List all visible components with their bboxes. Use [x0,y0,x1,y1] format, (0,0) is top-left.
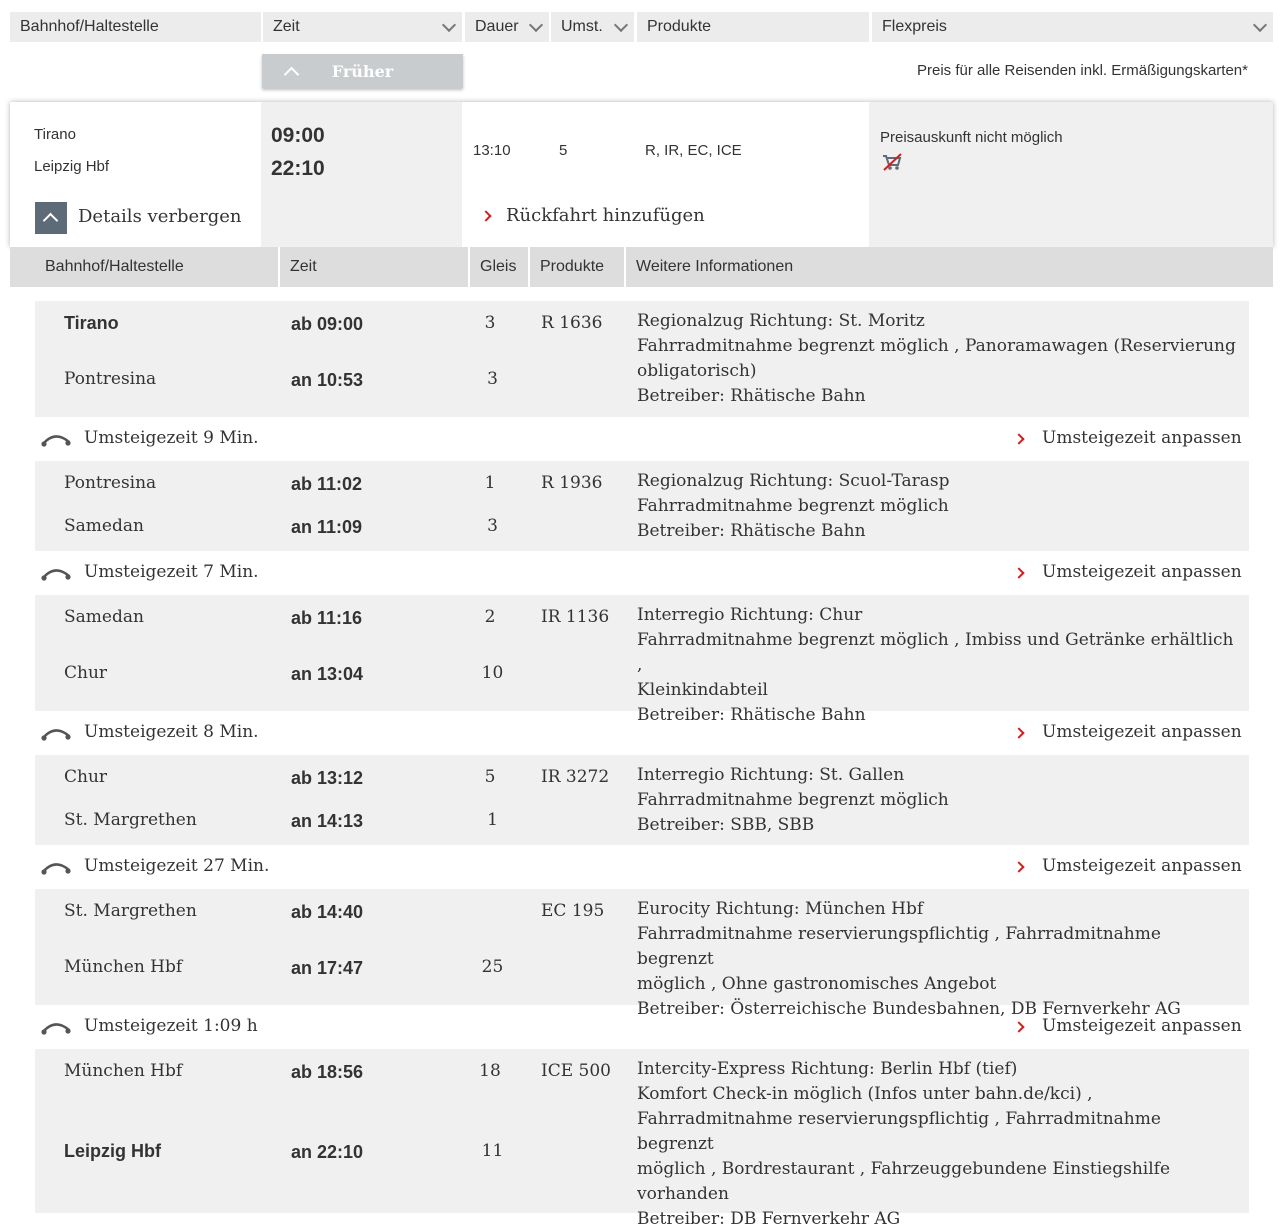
connection-summary[interactable] [10,102,1273,247]
transfer-walk-icon [40,861,72,875]
leg-arrival-time: an 13:04 [291,664,364,684]
summary-price-column [869,102,1273,247]
leg-info-line: vorhanden [637,1184,729,1204]
summary-duration: 13:10 [473,142,511,159]
leg-departure-time: ab 09:00 [291,314,364,334]
leg-product: R 1936 [541,473,603,493]
chevron-up-icon [284,67,300,83]
header-col-price[interactable] [872,12,1273,42]
leg-departure-time: ab 11:02 [291,474,363,494]
header-col-station [10,12,261,42]
leg-info-line: Betreiber: SBB, SBB [637,815,815,835]
leg-arrival-station: München Hbf [64,957,183,977]
earlier-button-label: Früher [331,61,394,81]
leg-info [637,309,1237,409]
leg-product: IR 3272 [541,767,610,787]
detail-table-header [10,247,1273,287]
earlier-button[interactable] [262,54,463,88]
th-info: Weitere Informationen [624,247,1273,287]
leg-departure-station: München Hbf [64,1061,183,1081]
chevron-right-icon [480,210,491,221]
adjust-transfer-link[interactable]: Umsteigezeit anpassen [1042,856,1242,876]
leg-departure-time: ab 11:16 [291,608,363,628]
header-changes-label: Umst. [561,18,603,35]
leg-info-line: Kleinkindabteil [637,680,768,700]
header-products-label: Produkte [647,18,712,35]
header-col-duration[interactable] [465,12,549,42]
th-station: Bahnhof/Haltestelle [45,258,184,275]
details-toggle-label[interactable]: Details verbergen [78,206,242,227]
adjust-transfer-link[interactable]: Umsteigezeit anpassen [1042,1016,1242,1036]
leg-arrival-time: an 10:53 [291,370,364,390]
leg-info-line: Interregio Richtung: Chur [637,605,863,625]
leg-info-line: Betreiber: Österreichische Bundesbahnen, DB Fernverkehr AG [637,999,1181,1019]
leg-info-line: Fahrradmitnahme begrenzt möglich [637,496,949,516]
leg-departure-station: Pontresina [64,473,157,493]
header-duration-label: Dauer [475,18,519,35]
price-note: Preis für alle Reisenden inkl. Ermäßigungskarten* [917,62,1248,79]
transfer-time: Umsteigezeit 9 Min. [84,428,259,448]
leg-info [637,603,1237,728]
add-return-link[interactable]: Rückfahrt hinzufügen [506,205,705,226]
leg-arrival-time: an 11:09 [291,517,363,537]
adjust-transfer-link[interactable]: Umsteigezeit anpassen [1042,428,1242,448]
leg-info-line: Regionalzug Richtung: Scuol-Tarasp [637,471,950,491]
leg-info-line: möglich , Bordrestaurant , Fahrzeuggebundene Einstiegshilfe [637,1159,1171,1179]
leg-product: EC 195 [541,901,605,921]
leg-arrival-station: Chur [64,663,108,683]
leg-info-line: Fahrradmitnahme reservierungspflichtig , Fahrradmitnahme begrenzt [637,924,1161,969]
leg-info [637,897,1237,1022]
header-time-label: Zeit [273,18,300,35]
leg-info-line: obligatorisch) [637,361,757,381]
chevron-up-icon [43,213,59,229]
leg-info-line: Komfort Check-in möglich (Infos unter bahn.de/kci) , [637,1084,1093,1104]
th-products: Produkte [528,247,624,287]
cart-unavailable-icon [881,152,903,172]
leg-arrival-platform: 10 [481,663,504,683]
leg-info-line: Fahrradmitnahme reservierungspflichtig , Fahrradmitnahme begrenzt [637,1109,1161,1154]
leg-info-line: Interregio Richtung: St. Gallen [637,765,905,785]
leg-arrival-platform: 3 [487,516,498,536]
leg-arrival-platform: 11 [481,1141,504,1161]
header-station-label: Bahnhof/Haltestelle [20,18,159,35]
leg-product: ICE 500 [541,1061,611,1081]
th-time: Zeit [278,247,468,287]
leg-departure-station: Samedan [64,607,144,627]
leg-departure-station: Tirano [64,313,119,333]
transfer-time: Umsteigezeit 1:09 h [84,1016,258,1036]
leg-info-line: Intercity-Express Richtung: Berlin Hbf (tief) [637,1059,1018,1079]
leg-departure-station: Chur [64,767,108,787]
leg-arrival-platform: 1 [487,810,498,830]
th-platform: Gleis [468,247,528,287]
chevron-down-icon [529,18,543,32]
details-toggle-button[interactable] [35,202,67,234]
summary-to: Leipzig Hbf [34,158,110,175]
leg-arrival-platform: 25 [481,957,504,977]
leg-info-line: Fahrradmitnahme begrenzt möglich , Panoramawagen (Reservierung [637,336,1236,356]
header-col-changes[interactable] [551,12,634,42]
leg-departure-platform: 3 [484,313,496,333]
leg-departure-time: ab 18:56 [291,1062,364,1082]
chevron-down-icon [1253,18,1267,32]
transfer-walk-icon [40,1021,72,1035]
leg-info-line: Betreiber: Rhätische Bahn [637,521,866,541]
summary-from: Tirano [34,126,76,143]
summary-departure: 09:00 [271,124,325,147]
leg-info-line: Fahrradmitnahme begrenzt möglich [637,790,949,810]
leg-info [637,763,1237,838]
leg-info [637,469,1237,544]
leg-departure-time: ab 13:12 [291,768,364,788]
leg-departure-platform: 1 [484,473,496,493]
leg-info-line: Regionalzug Richtung: St. Moritz [637,311,925,331]
leg-info-line: möglich , Ohne gastronomisches Angebot [637,974,997,994]
summary-price-info: Preisauskunft nicht möglich [880,129,1063,146]
adjust-transfer-link[interactable]: Umsteigezeit anpassen [1042,562,1242,582]
leg-info-line: Eurocity Richtung: München Hbf [637,899,924,919]
leg-arrival-time: an 22:10 [291,1142,364,1162]
leg-info-line: Betreiber: DB Fernverkehr AG [637,1209,901,1229]
leg-info [637,1057,1237,1232]
transfer-time: Umsteigezeit 27 Min. [84,856,270,876]
leg-product: IR 1136 [541,607,610,627]
chevron-down-icon [442,18,456,32]
leg-departure-platform: 5 [484,767,496,787]
leg-arrival-platform: 3 [487,369,498,389]
leg-arrival-station: St. Margrethen [64,810,197,830]
transfer-walk-icon [40,433,72,447]
chevron-down-icon [614,18,628,32]
summary-products: R, IR, EC, ICE [645,142,742,159]
leg-departure-platform: 18 [479,1061,501,1081]
header-col-products [637,12,869,42]
summary-changes: 5 [559,142,568,159]
leg-info-line: Fahrradmitnahme begrenzt möglich , Imbiss und Getränke erhältlich , [637,630,1234,675]
leg-arrival-time: an 14:13 [291,811,364,831]
transfer-walk-icon [40,727,72,741]
leg-product: R 1636 [541,313,603,333]
adjust-transfer-link[interactable]: Umsteigezeit anpassen [1042,722,1242,742]
transfer-walk-icon [40,567,72,581]
leg-info-line: Betreiber: Rhätische Bahn [637,386,866,406]
header-price-label: Flexpreis [882,18,947,35]
transfer-time: Umsteigezeit 8 Min. [84,722,259,742]
leg-arrival-time: an 17:47 [291,958,364,978]
leg-arrival-station: Pontresina [64,369,157,389]
leg-arrival-station: Samedan [64,516,144,536]
leg-departure-time: ab 14:40 [291,902,364,922]
leg-arrival-station: Leipzig Hbf [64,1141,161,1161]
leg-info-line: Betreiber: Rhätische Bahn [637,705,866,725]
leg-departure-platform: 2 [484,607,496,627]
leg-departure-station: St. Margrethen [64,901,197,921]
transfer-time: Umsteigezeit 7 Min. [84,562,259,582]
header-col-time[interactable] [263,12,462,42]
summary-arrival: 22:10 [271,157,325,180]
